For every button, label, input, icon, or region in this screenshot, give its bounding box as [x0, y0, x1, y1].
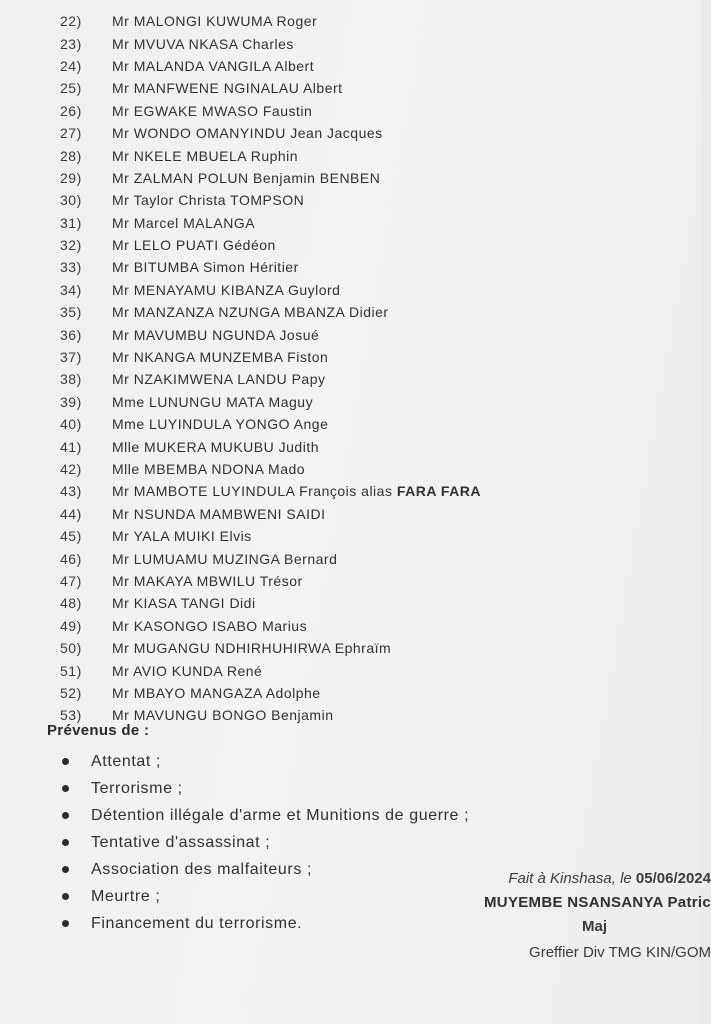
accused-number: 47) [60, 572, 82, 589]
accused-name: Mr BITUMBA Simon Héritier [112, 259, 299, 276]
accused-row [60, 234, 680, 256]
accused-number: 37) [60, 349, 82, 366]
accused-number: 25) [60, 80, 82, 97]
accused-row [60, 682, 680, 704]
accused-row [60, 525, 680, 547]
accused-row [60, 189, 680, 211]
accused-name: Mr MUGANGU NDHIRHUHIRWA Ephraïm [112, 640, 392, 657]
signatory-name: MUYEMBE NSANSANYA Patric [484, 894, 711, 911]
accused-name: Mr ZALMAN POLUN Benjamin BENBEN [112, 169, 381, 186]
accused-row [60, 413, 680, 435]
accused-number: 31) [60, 214, 82, 231]
bullet-icon [62, 893, 69, 900]
bullet-icon [62, 920, 69, 927]
accused-name: Mr WONDO OMANYINDU Jean Jacques [112, 125, 383, 142]
accused-number: 40) [60, 416, 82, 433]
accused-name: Mr MENAYAMU KIBANZA Guylord [112, 281, 341, 298]
accused-row [60, 346, 680, 368]
accused-name: Mr MVUVA NKASA Charles [112, 35, 294, 52]
accused-name: Mr NZAKIMWENA LANDU Papy [112, 371, 326, 388]
accused-number: 32) [60, 237, 82, 254]
accused-number: 42) [60, 461, 82, 477]
bullet-icon [62, 866, 69, 873]
accused-name: Mr Marcel MALANGA [112, 214, 256, 231]
charge-item [62, 829, 522, 856]
charge-item [62, 748, 522, 775]
accused-name: Mr NKANGA MUNZEMBA Fiston [112, 349, 329, 366]
bullet-icon [62, 785, 69, 792]
accused-name: Mme LUNUNGU MATA Maguy [112, 393, 314, 410]
accused-name: Mr NSUNDA MAMBWENI SAIDI [112, 505, 326, 522]
accused-name: Mr LUMUAMU MUZINGA Bernard [112, 550, 338, 567]
accused-number: 30) [60, 192, 82, 209]
accused-row [60, 592, 680, 614]
accused-number: 53) [60, 707, 82, 724]
accused-number: 44) [60, 505, 82, 522]
accused-row [60, 435, 680, 457]
accused-number: 35) [60, 304, 82, 321]
accused-row [60, 256, 680, 278]
accused-row [60, 10, 680, 32]
accused-name: Mr MANFWENE NGINALAU Albert [112, 80, 343, 97]
charge-text: Tentative d'assassinat ; [91, 833, 271, 851]
charge-item [62, 775, 522, 802]
accused-row [60, 323, 680, 345]
accused-row [60, 100, 680, 122]
accused-row [60, 458, 680, 480]
accused-list [60, 10, 680, 727]
accused-number: 48) [60, 595, 82, 612]
place-date-line [441, 870, 711, 894]
accused-name: Mr MBAYO MANGAZA Adolphe [112, 684, 321, 701]
accused-row [60, 301, 680, 323]
charge-text: Attentat ; [91, 752, 162, 770]
accused-number: 43) [60, 483, 82, 500]
charge-item [62, 802, 522, 829]
signature-date: 05/06/2024 [635, 870, 711, 887]
accused-name: Mr Taylor Christa TOMPSON [112, 192, 305, 209]
accused-name: Mr LELO PUATI Gédéon [112, 237, 276, 254]
accused-row [60, 570, 680, 592]
accused-number: 28) [60, 147, 82, 164]
accused-name: Mr MAKAYA MBWILU Trésor [112, 572, 303, 589]
accused-name: Mr NKELE MBUELA Ruphin [112, 147, 299, 164]
charge-text: Association des malfaiteurs ; [91, 860, 313, 878]
accused-name: Mr MAVUMBU NGUNDA Josué [112, 326, 320, 343]
accused-number: 49) [60, 617, 82, 634]
accused-number: 34) [60, 281, 82, 298]
accused-name: Mme LUYINDULA YONGO Ange [112, 416, 329, 433]
charge-text: Meurtre ; [91, 887, 161, 905]
accused-row [60, 503, 680, 525]
accused-name: Mr KASONGO ISABO Marius [112, 617, 308, 634]
accused-number: 52) [60, 684, 82, 701]
accused-number: 33) [60, 259, 82, 276]
accused-row [60, 144, 680, 166]
accused-number: 23) [60, 35, 82, 52]
accused-row [60, 704, 680, 726]
accused-name: Mr YALA MUIKI Elvis [112, 528, 252, 545]
accused-row [60, 279, 680, 301]
accused-number: 22) [60, 13, 82, 30]
bullet-icon [62, 839, 69, 846]
accused-number: 27) [60, 125, 82, 142]
charge-text: Détention illégale d'arme et Munitions de guerre ; [91, 806, 470, 824]
accused-row [60, 637, 680, 659]
charge-text: Terrorisme ; [91, 779, 183, 797]
accused-number: 41) [60, 438, 82, 455]
accused-name: Mr EGWAKE MWASO Faustin [112, 102, 313, 119]
accused-name: Mr MALANDA VANGILA Albert [112, 57, 315, 74]
accused-number: 39) [60, 393, 82, 410]
accused-name: Mlle MUKERA MUKUBU Judith [112, 438, 319, 455]
accused-number: 24) [60, 57, 82, 74]
accused-row [60, 391, 680, 413]
accused-row [60, 615, 680, 637]
charges-heading: Prévenus de : [47, 722, 150, 739]
accused-row [60, 77, 680, 99]
accused-row [60, 547, 680, 569]
accused-number: 51) [60, 662, 82, 679]
accused-number: 50) [60, 640, 82, 657]
accused-name: Mr KIASA TANGI Didi [112, 595, 256, 612]
signature-block [441, 870, 711, 970]
accused-name: Mr MALONGI KUWUMA Roger [112, 13, 318, 30]
accused-row [60, 122, 680, 144]
accused-number: 36) [60, 326, 82, 343]
accused-row [60, 212, 680, 234]
charge-text: Financement du terrorisme. [91, 914, 303, 932]
accused-row [60, 368, 680, 390]
signatory-rank: Maj [581, 918, 607, 935]
signatory-role: Greffier Div TMG KIN/GOM [529, 944, 711, 961]
accused-row [60, 480, 680, 502]
accused-row [60, 659, 680, 681]
accused-row [60, 167, 680, 189]
bullet-icon [62, 812, 69, 819]
accused-number: 29) [60, 169, 82, 186]
accused-name: Mr MAMBOTE LUYINDULA François alias [112, 483, 397, 500]
accused-name: Mlle MBEMBA NDONA Mado [112, 461, 306, 477]
accused-name: Mr MAVUNGU BONGO Benjamin [112, 707, 334, 724]
accused-number: 38) [60, 371, 82, 388]
accused-row [60, 55, 680, 77]
accused-row [60, 32, 680, 54]
accused-number: 46) [60, 550, 82, 567]
accused-name: Mr AVIO KUNDA René [112, 662, 263, 679]
accused-alias: FARA FARA [396, 483, 481, 500]
accused-name: Mr MANZANZA NZUNGA MBANZA Didier [112, 304, 389, 321]
accused-number: 26) [60, 102, 82, 119]
accused-number: 45) [60, 528, 82, 545]
bullet-icon [62, 758, 69, 765]
place-text: Fait à Kinshasa, le [508, 870, 636, 887]
